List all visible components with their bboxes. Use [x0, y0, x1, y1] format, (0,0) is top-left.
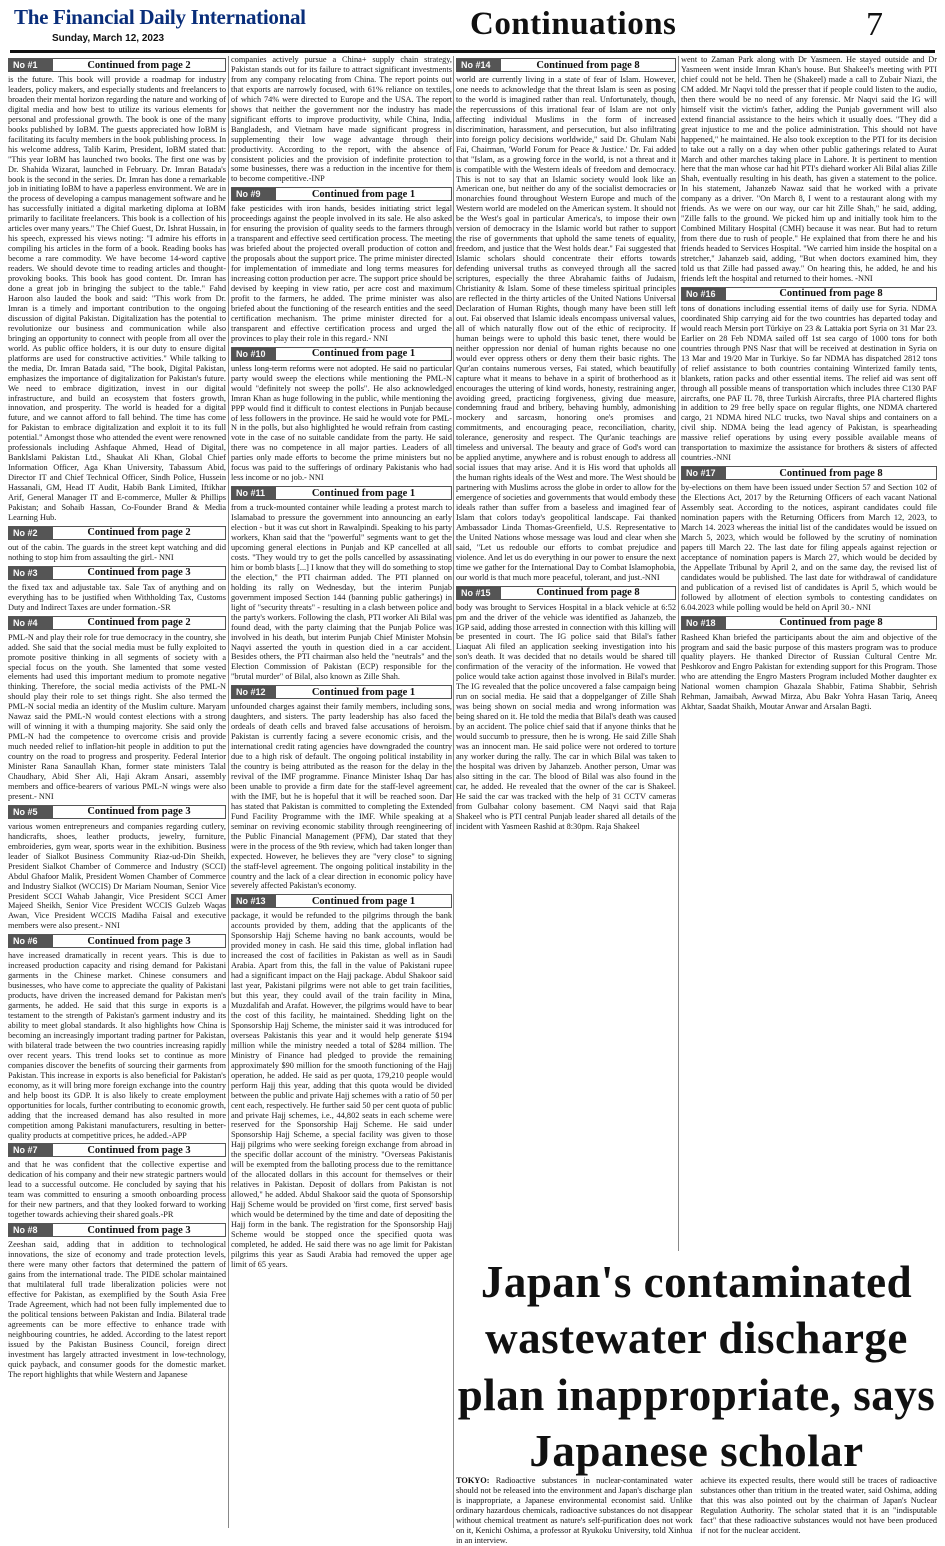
issue-date: Sunday, March 12, 2023	[52, 33, 165, 44]
continuation-15-cont	[681, 55, 937, 284]
continuation-tag: No #18	[682, 617, 726, 629]
newspaper-name: The Financial Daily International	[14, 5, 306, 29]
continuation-8-cont	[231, 55, 452, 184]
continuation-tag: No #14	[457, 59, 501, 71]
column-4	[681, 55, 937, 1250]
continuation-header	[8, 934, 226, 948]
story-column-b: achieve its expected results, there would still be traces of radioactive substances other than tritium in the treated water, said Oshima, adding that this was also pointed out by the chairman of Japan's Nuclear Regulation Authority. The scholar stated that it is an "indisputable fact" that these radioactive substances would not have been produced if not for the nuclear accident.	[700, 1476, 937, 1535]
feature-story	[456, 1254, 937, 1545]
continuation-tag: No #15	[457, 587, 501, 599]
article-text: went to Zaman Park along with Dr Yasmeen. He stayed outside and Dr Yasmeen went inside Imran Khan's house. But Shakeel's meeting with PTI chief could not be held. Then he (Shakeel) made a call to Zubair Niazi, the CM added. Mr Naqvi told the presser that if people could listen to the audio, then there would be no need of any forensic. Mr Naqvi said the IG will himself visit the victim's father, adding the Punjab government will also extend financial assistance to the heirs which it usually does. "They did a great injustice to me and the police administration. This should not have happened," he maintained. He also took exception to the PTI for its decision to take out a rally on a day when other public gatherings related to Aurat March and other marches taking place in Lahore. It is pertinent to mention here that the man whose car had hit PTI's diehard worker Ali Bilal alias Zille Shah, eventually resulting in his death, has given a statement to the police. In his statement, Jahanzeb Nawaz said that he worked with a private company as a driver. "On March 8, I went to a restaurant along with my friends. As we were on our way, our car hit Zille Shah," he said, adding, "Zille falls to the ground. We picked him up and initially took him to the Combined Military Hospital (CMH) because it was near. But had to return from there due to rush of people." He explained that from there he and his friends headed to Services Hospital. "We carried him inside the hospital on a stretcher," Jahanzeb said, adding, "But when doctors examined him, they told us that Zille had passed away." On hearing this, he added, he and his friends left the hospital and returned to their homes. -NNI	[681, 55, 937, 283]
continuation-header	[231, 187, 452, 201]
story-column-a	[456, 1476, 693, 1545]
continuation-13	[231, 894, 452, 1269]
article-text: is the future. This book will provide a roadmap for industry leaders, policy makers, and especially students and freelancers to broaden their mental horizon regarding the nature and working of digital media and how best to utilize its various elements for personal and professional growth. The book is one of the many books published by IoBM. The guests appreciated how IoBM is facilitating its faculty members in the book publishing process. In his welcome address, Talib Karim, President, IoBM stated that: "This year IoBM has launched two books. The first one was by Dr. Shahida Wizarat, launched in February. Dr. Imran Batada's book is the second in the series. Dr. Imran has done a remarkable job in initiating IoBM to have a paperless environment. We are in the process of developing a campus management software and he has successfully initiated a digital marketing diploma at IoBM primarily to facilitate freelancers. This book is a collection of his articles over many years." The Chief Guest, Dr. Ishrat Hussain, in his speech, expressed his views noting: "I admire his efforts in compiling his articles in the form of a book. Reading books has become a rare commodity. We have become 14-word captive readers. We should devote time to reading articles and thought-provoking books. This book has good content. Dr. Imran has done a great job in bringing the subject to the table." Fahd Haroon also lauded the book and said: "This work from Dr. Imran is a timely and important contribution to the ongoing discussion of digital Pakistan. Digitalization has the potential to revolutionize our business and communication while also bringing an opportunity to connect with people from all over the world. As public office holders, it is our duty to ensure digital platforms are used for constructive activities." While talking to the media, Dr. Imran Batada said, "The book, Digital Pakistan, emphasizes the importance of digitalization for Pakistan's future. We need to embrace digitization, invest in our digital infrastructure, and build an ecosystem that fosters growth, innovation, and prosperity. The world is headed for a digital future, and we cannot afford to fall behind. The time has come for Pakistan to embrace digitalization and exploit it to its full potential." Amongst those who attended the event were renowned professionals including Ashfaque Ahmed, Head of Digital, BankIslami Pakistan Ltd., Shaukat Ali Khan, Global Chief Information Officer, Aga Khan University, Tabassum Abid, Director IT and Chief Technical Officer, Sindh Police, Hussein Hassanali, GM, Head IT Audit, Habib Bank Limited, Iftikhar Arif, General Manager IT and E-commerce, Muller & Phillips Pakistan; and Sohaib Hassan, Co-Founder Brand & Media Learning Hub.	[8, 75, 226, 522]
continuation-7	[8, 1143, 226, 1220]
continuation-caption: Continued from page 2	[87, 617, 191, 629]
masthead	[0, 0, 945, 52]
continuation-9	[231, 187, 452, 343]
continuation-17	[681, 466, 937, 612]
continuation-tag: No #16	[682, 288, 726, 300]
continuation-10	[231, 347, 452, 483]
continuation-caption: Continued from page 1	[311, 188, 416, 200]
article-text: package, it would be refunded to the pilgrims through the bank accounts provided by them, adding that the applicants of the Sponsorship Hajj Scheme having no bank accounts, would be provided money in cash. He said this time, global inflation had increased the cost of facilities in Pakistan as well as in Saudi Arabia. Apart from this, the fall in the value of Pakistani rupee had a significant impact on the Hajj package. Abdul Shakoor said last year, Pakistani pilgrims were not able to get train facilities, but this year, they could avail of the train facility in Mina, Muzdalifah and Arafat. However, the pilgrims would have to bear the cost of this facility, he maintained. Shedding light on the Sponsorship Hajj Scheme, the minister said it was introduced for overseas Pakistanis this year and it would help generate $194 million while the ministry needed a total of $284 million. The Ministry of Finance had pledged to provide the remaining approximately $90 million for the smooth functioning of the Hajj operation, he added. He said as per quota, 179,210 people would perform Hajj this year, adding that this quota would be divided between the public and private Hajj schemes with a ratio of 50 per cent each, respectively. He further said 50 per cent quota of public and private Hajj schemes, i.e., 44,802 seats in each scheme were reserved for the Sponsorship Hajj Scheme. He said under Sponsorship Hajj Scheme, a special facility was given to those Hajj pilgrims who were seeking foreign exchange from abroad in the specific dollar account of the ministry. "Overseas Pakistanis will be exempted from the balloting process due to the remittance of the allocated dollars in this account for themselves or their relatives in Pakistan. Deposit of dollars from Pakistan is not allowed," he added. Abdul Shakoor said the quota of Sponsorship Hajj Scheme would be provided on 'first come, first served' basis which would be determined by the time and date of depositing the Hajj form in the bank. The registration for the Sponsorship Hajj Scheme would be stopped once the specified quota was completed, he added. He said there was no age limit for Pakistan pilgrims this year as Saudi Arabia had removed the upper age limit of 65 years.	[231, 911, 452, 1269]
continuation-tag: No #9	[232, 188, 276, 200]
continuation-header	[8, 1143, 226, 1157]
continuation-header	[681, 616, 937, 630]
article-text: world are currently living in a state of fear of Islam. However, one needs to acknowledge that the threat Islam is seen as posing to the world is imagined rather than real. Unfortunately, though, the repercussions of this irrational fear of Islam are not only affecting individual Muslims in the form of increased discrimination, harassment, and persecution, but also infiltrating into foreign policy decisions worldwide," said Dr. Ghulam Nabi Fai, Chairman, 'World Forum for Peace & Justice.' Dr. Fai added that "Islam, as a growing force in the world, is not a threat and it is compatible with the Western ideals of freedom and democracy. This is not to say that an Islamic society would look like an American one, but neither do any of the socialist democracies or monarchies found throughout Western Europe and much of the Western world are modeled on the American system. It should not be the West's goal in particular America's, to impose their own version of democracy in the Islamic world but rather to support the rise of governments that uphold the same tenets of equality, freedom, and justice that the West holds dear." Fai suggested that Islamic scholars should concentrate their efforts towards defending universal truths as conveyed through all the sacred scriptures, especially the three Abrahamic faiths of Judaism, Christianity & Islam. Some of these timeless spiritual principles are reflected in the thirty articles of the United Nations Universal Declaration of Human Rights, though many have been still left out. Fai observed that Islamic ideals encompass universal values, all of which naturally flow out of the ethic of reciprocity. If human beings were to uphold this basic tenet, there would be neither oppression nor denial of human rights because no one would ever oppress others or deny them their basic rights. The Qur'an contains numerous verses, Fai stated, which beautifully capture what it means to behave in a spirit of brotherhood as it encourages the uttering of kind words, honesty, restraining anger, avoiding greed, practicing forgiveness, giving due measure, condemning fraud and bribery, behaving humbly, admonishing mockery and sarcasm, honoring one's promises and commitments, and encouraging peace, reconciliation, charity, tolerance, generosity and respect. The Qur'anic teachings are timeless and universal. The beauty and grace of God's word can be applied anytime, anywhere and is robust enough to address all social issues that may arise. And it is His word that upholds all the human rights ideals of the West and more. The West should be partnering with Muslims across the globe in order to allow for the emergence of societies and governments that would embody these ideals rather than suffer from a baseless and imagined fear of Islam that colors today's geopolitical landscape. Fai thanked Ambassador Linda Thomas-Greenfield, U.S. Representative to the United Nations whose message was loud and clear when she said, "Let us redouble our efforts to combat prejudice and violence. And let us do everything in our power to ensure the next time we gather for the International Day to Combat Islamophobia, our world is that much more peaceful, tolerant, and just.-NNI	[456, 75, 676, 582]
continuation-caption: Continued from page 3	[87, 1224, 191, 1236]
continuation-tag: No #5	[9, 806, 53, 818]
article-text: tons of donations including essential items of daily use for Syria. NDMA coordinated Ship carrying aid for the two countries has departed today and would reach Mersin port Türkiye on 23 & Lattakia port Syria on 31 Mar 23. Earlier on 28 Feb NDMA sailed off 1st sea cargo of 1000 tons for both countries through PNS Nasr that will be received at destination in Syria on 13 Mar and 19/20 Mar in Turkiye. So far NDMA has dispatched 2812 tons of relief assistance to both countries containing Winterized family tents, blankets, ration packs and other essential items. The relief aid was sent off through all possible means of transportation which includes three C130 PAF aircrafts, one PAF IL 78, three Turkish Aircrafts, three PIA chartered flights in addition to 29 free belly space on regular flights, one NDMA chartered cargo, 21 NDMA hired NLC trucks, two Naval ships and containers on a civil ship. NDMA being the lead agency of Pakistan, is spearheading massive relief operations by using every possible available means of transportation to maximize the assistance for brothers & sisters of affected countries.-NNI	[681, 303, 937, 463]
article-text: and that he was confident that the collective expertise and dedication of his company and their new strategic partners would lead to a successful outcome. He concluded by saying that his team was committed to ensuring a smooth onboarding process for their new partners, and that they looked forward to working together towards achieving their shared goals.-PR	[8, 1160, 226, 1220]
continuation-3	[8, 566, 226, 613]
continuation-tag: No #11	[232, 487, 276, 499]
continuation-2	[8, 526, 226, 563]
column-divider	[678, 56, 679, 1251]
article-text: have increased dramatically in recent years. This is due to increased production capacity and rising demand for Pakistani garments in the Chinese market. Chinese consumers and businesses, who have come to appreciate the quality of Pakistani products, have driven the increased demand for Pakistan men's garments, he added. He said that this surge in exports is a testament to the strength of Pakistan's garment industry and its ability to meet global standards. It also highlights how China is becoming an increasingly important trading partner for Pakistan, with bilateral trade between the two countries increasing rapidly over recent years. This trend looks set to continue as more companies discover the benefits of sourcing their garments from Pakistan. This increase in exports is also beneficial for Pakistan's economy, as it will bring more foreign exchange into the country and help boost its GDP. It is also likely to create employment opportunities for locals, further contributing to economic growth, adding that the increased demand has also resulted in more competition among Pakistani manufacturers, resulting in better-quality products at competitive prices, he added.-APP	[8, 951, 226, 1140]
continuation-header	[681, 466, 937, 480]
continuation-tag: No #12	[232, 686, 276, 698]
continuation-caption: Continued from page 1	[311, 487, 416, 499]
continuation-5	[8, 805, 226, 931]
continuation-header	[8, 566, 226, 580]
story-body	[456, 1476, 937, 1545]
article-text: body was brought to Services Hospital in a black vehicle at 6:52 pm and the driver of the vehicle was identified as Jahanzeb, the IGP said, adding those arrested in connection with this killing will be presented in court. The IG police said that Bilal's father Liaquat Ali filed an application seeking investigation into his son's death. It was decided that no details would be shared till confirmation of the veracity of the information. He vowed that police would take action against those involved in Bilal's murder. The IG revealed that the police uncovered a false campaign being run on social media. He said that a doppelganger of Zille Shah was being shown on social media and wrong information was being shared on it. He told the media that Bilal's death was caused by an accident. The police chief said that if anyone thinks that he would succumb to pressure, then he is wrong. He said Zille Shah was an innocent man. He said police were not ordered to torture any worker during the rally. The car in which Bilal was taken to the hospital was driven by Jahanzeb. Another person, Umar was also sitting in the car. The blood of Bilal was also found in the car, he added. He revealed that the owner of the car is Shakeel. He said the car was tracked with the help of 31 CCTV cameras from Gulbahar colony basement. CM Naqvi said that Raja Shakeel who is PTI central Punjab leader shared all details of the incident with Yasmeen Rashid at 8:30pm. Raja Shakeel	[456, 602, 676, 831]
continuation-6	[8, 934, 226, 1140]
article-text: from a truck-mounted container while leading a protest march to Islamabad to pressure the government into announcing an early election - but it was cut short in Rawalpindi. Speaking to his party workers, Khan said that the "powerful" segments want to get the upcoming general elections in Punjab and KP cancelled at all costs. "They would try to get the polls cancelled by assassinating him or bomb blasts [...] I know that they will do something to stop the election," the PTI chairman added. The PTI planned on holding its rally on Wednesday, but the interim Punjab government imposed Section 144 (banning public gatherings) in light of "security threats" - resulting in a clash between police and the party's workers. Following the clash, PTI worker Ali Bilal was found dead, with the party claiming that the Punjab Police was involved in his death, but interim Punjab Chief Minister Mohsin Naqvi asserted the youth in question died in a car accident. Besides others, the PTI chairman also held the "neutrals" and the Election Commission of Pakistan (ECP) responsible for the "brutal murder" of Bilal, also known as Zille Shah.	[231, 503, 452, 682]
continuation-4	[8, 616, 226, 802]
continuation-caption: Continued from page 1	[311, 686, 416, 698]
continuation-caption: Continued from page 1	[311, 895, 416, 907]
continuation-tag: No #17	[682, 467, 726, 479]
article-text: unfounded charges against their family members, including sons, daughters, and sisters. The party leadership has also faced the ordeals of death cells and braved false accusations of heroism. Pakistan is currently facing a severe economic crisis, and the international credit rating agencies have downgraded the country due to a high risk of default. The ongoing political instability in the country is being attributed as the reason for the delay in the revival of the IMF programme. Finance Minister Ishaq Dar has been unable to provide a firm date for the staff-level agreement with the IMF, but he is hopeful that it will be reached soon. Dar has stated that Pakistan is committed to completing the Extended Fund Facility Programme with the IMF. While speaking at a seminar on reviving economic stability through reengineering of the Public Financial Management (PFM), Dar stated that they were in the process of the 9th review, which had taken longer than expected. However, he believes they are "very close" to signing the staff-level agreement. The ongoing political instability in the country and the lack of a clear direction in economic policy have severely affected Pakistan's economy.	[231, 702, 452, 891]
continuation-caption: Continued from page 2	[87, 527, 191, 539]
continuation-tag: No #8	[9, 1224, 53, 1236]
continuation-header	[8, 616, 226, 630]
continuation-caption: Continued from page 8	[536, 587, 640, 599]
continuation-header	[8, 805, 226, 819]
continuation-caption: Continued from page 8	[779, 288, 883, 300]
continuation-caption: Continued from page 1	[311, 348, 416, 360]
article-text: fake pesticides with iron hands, besides initiating strict legal proceedings against the people involved in its sale. He also asked for ensuring the provision of quality seeds to the farmers through a transparent and effective seed certification process. The meeting was briefed about the projected overall production of cotton and the proposals about the support price. The prime minister directed for implementation of immediate and long terms measures for increasing cotton production per acre. The support price should be devised by keeping in view ratio, per acre cost and maximum profit to the farmers, he added. The prime minister was also briefed about the functioning of the research entities and the seed certification mechanism. The prime minister directed for a transparent and effective certification process and urged the provinces to play their role in this regard.- NNI	[231, 204, 452, 343]
story-text: Radioactive substances in nuclear-contaminated water should not be released into the environment and Japan's discharge plan is inappropriate, a Japanese environmental economist said. Unlike ordinary hazardous chemicals, radioactive substances do not disappear without chemical treatment as nature's self-purification does not work on it, Kenichi Oshima, a professor at Ryukoku University, told Xinhua in an interview.	[456, 1476, 693, 1545]
continuation-header	[8, 526, 226, 540]
article-text: PML-N and play their role for true democracy in the country, she added. She said that the social media must be fully exploited to promote positive thinking in all segments of society with a special focus on the youth. She lamented that some vested elements had used this important medium to promote negative thinking. Therefore, the social media activists of the PML-N should play their role to set things right. She also termed the PML-N social media an identity of the Muslim culture. Maryam Nawaz said the PML-N would contest elections with a strong will of winning it with a thumping majority. She said only the PML-N had the competence to overcome crisis and provide much needed relief to inflation-hit people in addition to put the country on the road to progress and prosperity. Federal Interior Minister Rana Sanaullah Khan, former state ministers Talal Chaudhary, Abid Sher Ali, Haji Akram Ansari, assembly members and office-bearers of various PML-N wings were also present.- NNI	[8, 632, 226, 801]
continuation-15	[456, 586, 676, 832]
masthead-rule	[10, 50, 935, 53]
continuation-caption: Continued from page 3	[87, 1144, 191, 1156]
continuation-caption: Continued from page 2	[87, 59, 191, 71]
continuation-caption: Continued from page 3	[87, 935, 191, 947]
article-text: Rasheed Khan briefed the participants about the aim and objective of the program and said the basic purpose of this masters program was to produce quality players. He thanked Director of Russian Cultural Centre Mr. Peshkorov and Engro Pakistan for extending support for this Program. Those who are attending the Engro Masters Program included Mother daughter ex National women champion Ghazala Shabbir, Fatima Shabbir, Sehrish Rehman, Jamaibah, Awwad Mirza, Abu Bakr Yohra Hasan Tariq, Aneeq Akhtar, Saadat Shaikh, Moutar Anwar and Arsalan Bagti.	[681, 632, 937, 712]
column-3	[456, 55, 676, 1250]
article-text: various women entrepreneurs and companies regarding cutlery, handicrafts, shoes, leather products, jewelry, furniture, embroideries, gym wear, sports wear in the exhibition. Business leader of Sialkot Business Community Riaz-ud-Din Sheikh, President Sialkot Chamber of Commerce and Industry (SCCI) Abdul Ghafoor Malik, President Women Chamber of Commerce and Industry Sialkot (WCCIS) Dr Mariam Nouman, Senior Vice President SCCI Wahab Jahangir, Vice President SCCI Amer Majeed Sheikh, Senior Vice President WCCIS Gulzeb Waqas Awan, Vice President WCCIS Madiha Faisal and executive members were also present.- NNI	[8, 821, 226, 931]
article-text: the fixed tax and adjustable tax. Sale Tax of anything and on everything has to be justified when Withholding Tax, Customs Duty and Indirect Taxes are under formation.-SR	[8, 582, 226, 612]
continuation-header	[231, 894, 452, 908]
continuation-tag: No #1	[9, 59, 53, 71]
continuation-tag: No #6	[9, 935, 53, 947]
continuation-header	[456, 58, 676, 72]
continuation-8	[8, 1223, 226, 1379]
continuation-tag: No #7	[9, 1144, 53, 1156]
continuation-header	[456, 586, 676, 600]
continuation-header	[231, 486, 452, 500]
continuation-caption: Continued from page 8	[779, 617, 883, 629]
continuation-tag: No #10	[232, 348, 276, 360]
continuation-caption: Continued from page 8	[779, 467, 883, 479]
continuation-caption: Continued from page 3	[87, 806, 191, 818]
continuation-header	[231, 685, 452, 699]
section-title: Continuations	[470, 6, 677, 42]
continuation-tag: No #2	[9, 527, 53, 539]
continuation-header	[8, 1223, 226, 1237]
continuation-tag: No #3	[9, 567, 53, 579]
continuation-11	[231, 486, 452, 682]
continuation-12	[231, 685, 452, 891]
page-number: 7	[866, 6, 883, 43]
continuation-caption: Continued from page 3	[87, 567, 191, 579]
article-text: by-elections on them have been issued under Section 57 and Section 102 of the Elections Act, 2017 by the Returning Officers of each vacant National Assembly seat. According to the notices, aspirant candidates could file nomination papers with the Returning Officers from March 12, 2023, to March 14. 2023 whereas the initial list of the candidates would be issued on March 5, 2023, which would be followed by the scrutiny of nomination papers till March 22. The last date for filing appeals against rejection or acceptance of nomination papers is March 27, which would be decided by the Appellate Tribunal by April 2, and on the same day, the revised list of candidates would be published. The last date for withdrawal of candidature and publication of a revised list of candidates is April 5, which would be followed by allotment of election symbols to contesting candidates on 6.04.2023 while polling would be held on April 30.- NNI	[681, 483, 937, 612]
story-dateline: TOKYO:	[456, 1476, 490, 1485]
column-divider	[453, 56, 454, 1528]
article-text: unless long-term reforms were not adopted. He said no particular party would sweep the elections while mentioning the PML-N would "definitely not sweep the polls". He also acknowledged Imran Khan as huge following in the public, while mentioning the PPP would find it difficult to contest elections in Punjab because of less followers in the province. He said he would vote for PML-N in the polls, but also highlighted he would refrain from casting vote in the case of no suitable candidate from the party. He said there was no competence in all major parties. Leaders of all parties only made efforts to become the prime ministers but no focus was paid to the sufferings of ordinary Pakistanis who had less income or no job.- NNI	[231, 363, 452, 483]
continuation-header	[681, 287, 937, 301]
continuation-tag: No #4	[9, 617, 53, 629]
article-text: Zeeshan said, adding that in addition to technological innovations, the size of economy and trade protection levels, there were many other factors that determined the pattern of gains from the international trade. The PIDE scholar maintained that multilateral full trade liberalization policies were not effective for Pakistan, as exemplified by the South Asia Free Trade Agreement, which had not been fully implemented due to the political tensions between Pakistan and India. Bilateral trade agreements can be more effective to enhance trade with neighbouring countries, he added. According to the latest report issued by the Pakistan Business Council, foreign direct investment has largely attracted investment in low-technology, quick payback, and consumer goods for the domestic market. The report highlights that while Western and Japanese	[8, 1240, 226, 1379]
continuation-16	[681, 287, 937, 463]
continuation-1	[8, 58, 226, 523]
story-headline: Japan's contaminated wastewater discharge plan inappropriate, says Japanese scholar	[457, 1257, 936, 1476]
column-divider	[228, 56, 229, 1528]
continuation-tag: No #13	[232, 895, 276, 907]
continuation-18	[681, 616, 937, 713]
column-1	[8, 55, 226, 1528]
article-text: out of the cabin. The guards in the street kept watching and did nothing to stop him from assaulting the girl.- NNI	[8, 542, 226, 562]
continuation-caption: Continued from page 8	[536, 59, 640, 71]
article-text: companies actively pursue a China+ supply chain strategy, Pakistan stands out for its failure to attract significant investments from any company relocating from China. The report points out that exports are narrowly focused, with 61% reliance on textiles, of which 74% were directed to Europe and the USA. The report shows that neither the government nor the industry has made significant efforts to improve productivity, while China, India, Bangladesh, and Vietnam have made significant progress in supplementing their low wage advantage through their productivity. According to the report, with the absence of consistent policies and the provision of indefinite protection to some businesses, there was a reduction in the incentive for them to become competitive.-INP	[231, 55, 452, 184]
continuation-header	[8, 58, 226, 72]
continuation-header	[231, 347, 452, 361]
column-2	[231, 55, 452, 1528]
continuation-14	[456, 58, 676, 583]
